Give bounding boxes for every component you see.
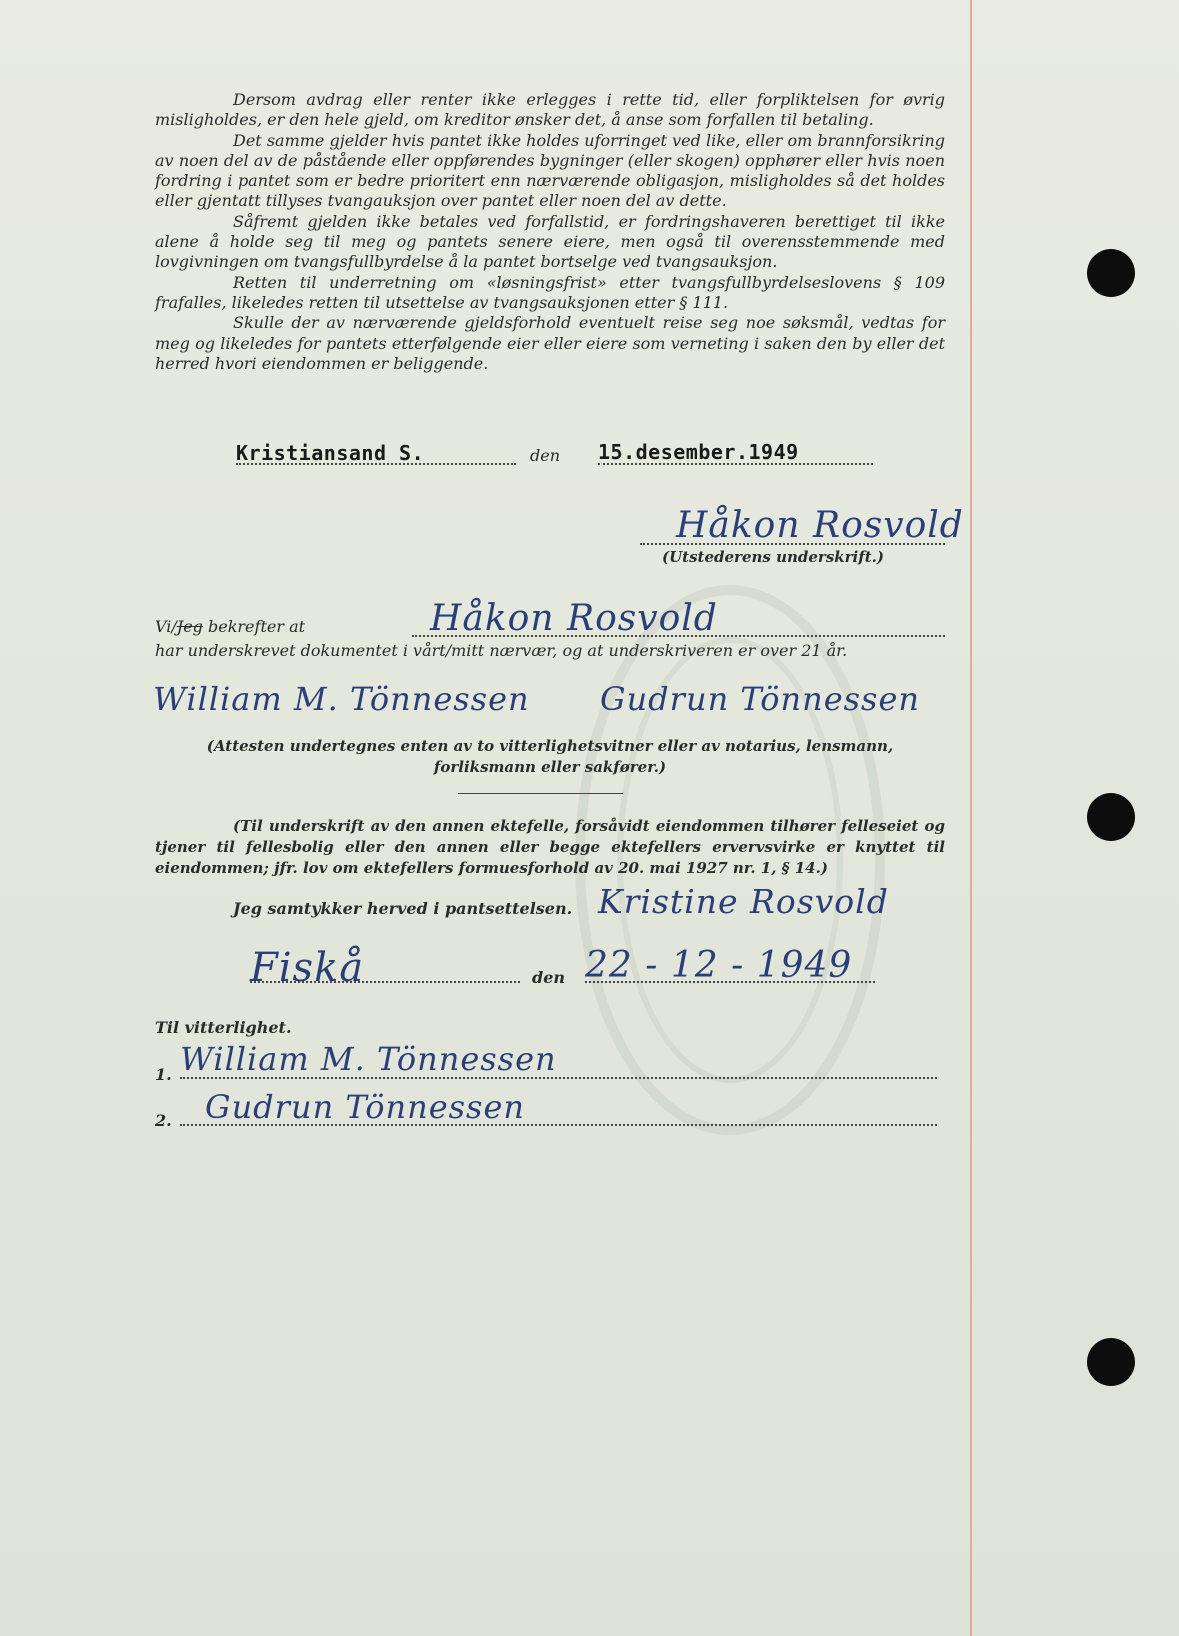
confirm-line-1 [155,617,305,636]
witness-num-1: 1. [155,1065,172,1084]
bekrefter-label: bekrefter at [208,617,306,636]
spouse-date: 22 - 12 - 1949 [585,945,853,986]
paragraph: Dersom avdrag eller renter ikke erlegges i rette tid, eller forpliktelsen for øvrig misligholdes, er den hele gjeld, om kreditor ønsker det, å anse som forfallen til betaling. [155,90,945,130]
signer-dotted-line [412,635,945,637]
jeg-struck: Jeg [176,617,203,636]
spouse-note: (Til underskrift av den annen ektefelle, forsåvidt eiendommen tilhører felleseiet og tjener til fellesbolig eller den annen eller begge ektefellers ervervsvirke er knyttet til eiendommen; jfr. lov om ektefellers formuesforhold av 20. mai 1927 nr. 1, § 14.) [155,817,945,877]
den-label: den [530,446,561,465]
spouse-place-dotted-line [250,981,520,983]
punch-hole [1087,793,1135,841]
place-typed: Kristiansand S. [236,441,425,465]
vi-label: Vi/ [155,617,177,636]
paragraph: Skulle der av nærværende gjeldsforhold eventuelt reise seg noe søksmål, vedtas for meg og likeledes for pantets etterfølgende eier eller eiere som verneting i saken den by eller det herred hvori eiendommen er beliggende. [155,313,945,373]
spouse-date-dotted-line [585,981,875,983]
witness-list-signature-2: Gudrun Tönnessen [205,1088,526,1126]
punch-hole [1087,249,1135,297]
witness-signature-2: Gudrun Tönnessen [600,680,921,718]
spouse-den-label: den [532,968,565,987]
spouse-place: Fiskå [250,945,365,991]
date-typed: 15.desember.1949 [598,440,799,464]
date-dotted-line [598,463,873,465]
witness-line-2 [180,1124,937,1126]
witness-signature-1: William M. Tönnessen [153,680,530,718]
consent-signature: Kristine Rosvold [598,882,889,921]
issuer-signature: Håkon Rosvold [676,505,964,546]
paragraph: Retten til underretning om «løsningsfrist» etter tvangsfullbyrdelseslovens § 109 frafalles, likeledes retten til utsettelse av tvangsauksjonen etter § 111. [155,272,945,312]
witness-heading: Til vitterlighet. [155,1018,292,1037]
attest-note: (Attesten undertegnes enten av to vitterlighetsvitner eller av notarius, lensmann, forliksmann eller sakfører.) [206,737,894,776]
witness-line-1 [180,1077,937,1079]
divider [458,793,623,794]
paragraph: Det samme gjelder hvis pantet ikke holdes uforringet ved like, eller om brannforsikring av noen del av de påstående eller oppførendes bygninger (eller skogen) opphører eller hvis noen fordring i pantet som er bedre prioritert enn nærværende obligasjon, misligholdes så det holdes eller gjentatt tillyses tvangauksjon over pantet eller noen del av dette. [155,130,945,211]
punch-hole [1087,1338,1135,1386]
legal-text [155,90,945,374]
paragraph: Såfremt gjelden ikke betales ved forfallstid, er fordringshaveren berettiget til ikke alene å holde seg til meg og pantets senere eiere, men også til overensstemmende med lovgivningen om tvangsfullbyrdelse å la pantet bortselge ved tvangsauksjon. [155,211,945,272]
consent-label: Jeg samtykker herved i pantsettelsen. [233,899,573,918]
witness-num-2: 2. [155,1111,172,1130]
witness-list-signature-1: William M. Tönnessen [180,1040,557,1078]
confirm-line-2: har underskrevet dokumentet i vårt/mitt nærvær, og at underskriveren er over 21 år. [155,641,848,660]
issuer-caption: (Utstederens underskrift.) [662,548,884,566]
signature-dotted-line [640,543,945,545]
signer-signature: Håkon Rosvold [430,598,718,639]
margin-line [970,0,972,1636]
place-dotted-line [236,463,516,465]
